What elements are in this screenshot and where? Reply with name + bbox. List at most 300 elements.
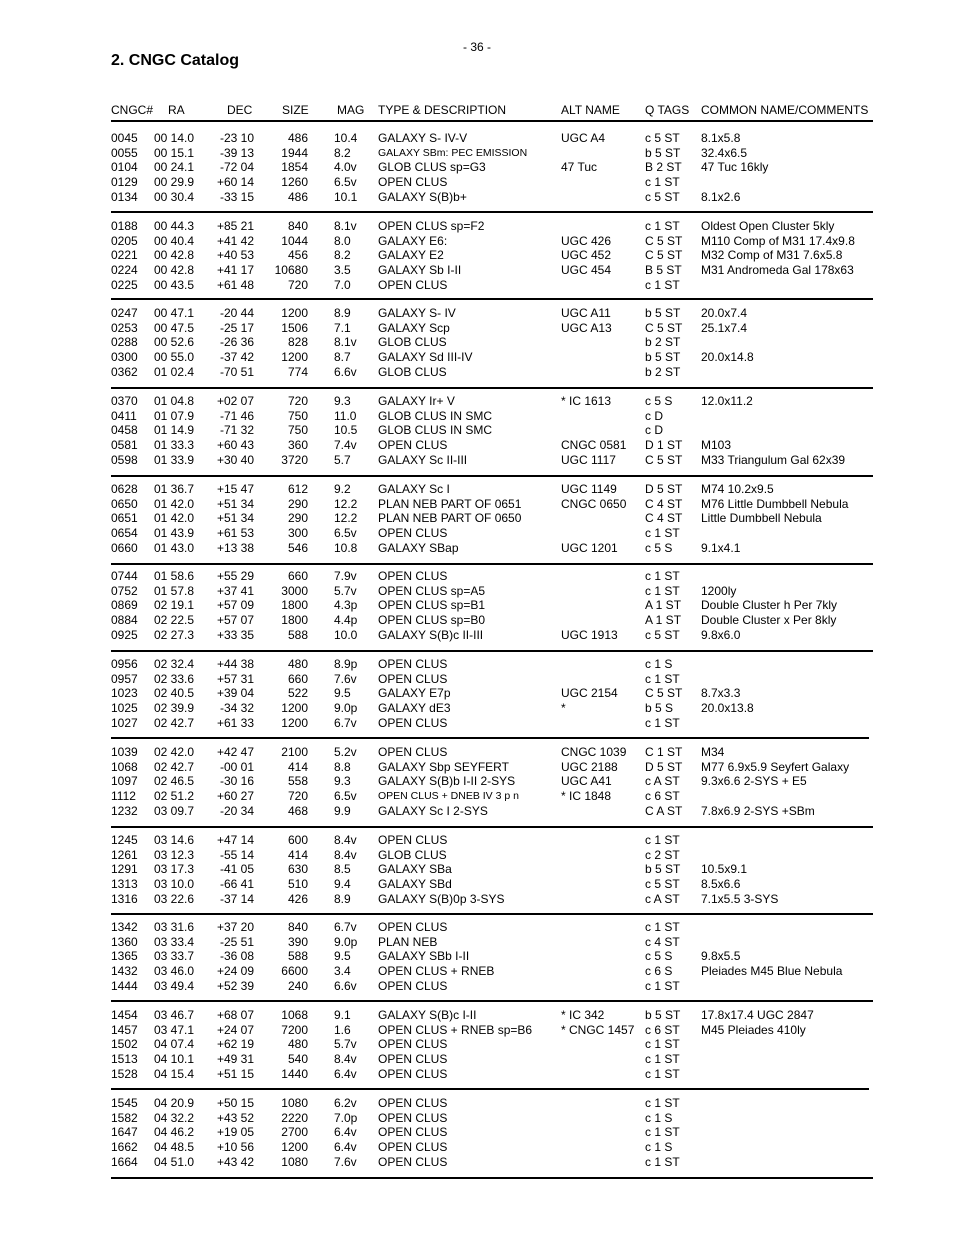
catalog-group [0,745,954,818]
cell-mag: 4.4p [334,613,358,628]
cell-size: 360 [287,438,308,453]
cell-comments: M45 Pleiades 410ly [701,1022,806,1037]
cell-cngc: 0224 [111,263,138,278]
catalog-group [0,833,954,906]
cell-ra: 04 10.1 [154,1052,195,1067]
cell-size: 1068 [281,1008,308,1022]
cell-size: 468 [287,803,308,818]
column-header-mag: MAG [337,103,365,117]
cell-mag: 8.9 [334,306,351,320]
cell-q-tags: c D [645,408,663,423]
table-row [0,1111,954,1126]
table-row [0,789,954,804]
cell-type: GLOB CLUS IN SMC [378,423,493,438]
cell-type: GLOB CLUS [378,364,447,379]
cell-type: OPEN CLUS [378,175,448,190]
cell-size: 1080 [281,1154,308,1169]
cell-dec: +52 39 [216,978,254,993]
cell-mag: 6.4v [334,1125,357,1140]
group-divider [111,913,873,915]
cell-cngc: 1513 [111,1052,138,1067]
catalog-group [0,482,954,555]
cell-size: 840 [287,920,308,934]
cell-cngc: 1502 [111,1037,138,1052]
column-header-ra: RA [168,103,185,117]
group-divider [111,737,869,739]
cell-q-tags: c D [645,423,663,438]
cell-alt-name: CNGC 1039 [561,745,627,759]
cell-dec: -37 14 [219,891,254,906]
cell-alt-name: 47 Tuc [561,160,598,175]
cell-mag: 9.3 [334,394,351,408]
cell-cngc: 1039 [111,745,138,759]
cell-mag: 8.1v [334,335,357,350]
cell-type: GLOB CLUS [378,335,447,350]
cell-q-tags: b 2 ST [645,335,681,350]
cell-size: 1260 [281,175,308,190]
table-row [0,672,954,687]
cell-cngc: 0411 [111,408,137,423]
column-header-type: TYPE & DESCRIPTION [378,103,507,117]
cell-ra: 01 33.3 [154,438,195,453]
cell-mag: 8.9 [334,891,351,906]
cell-comments: 7.8x6.9 2-SYS +SBm [701,803,815,818]
cell-dec: +37 20 [216,920,254,934]
cell-ra: 02 51.2 [154,789,195,804]
cell-cngc: 1545 [111,1096,138,1110]
cell-type: GALAXY S(B)c I-II [378,1008,477,1022]
cell-mag: 8.9p [334,657,358,671]
cell-comments: 10.5x9.1 [701,862,748,877]
table-row [0,760,954,775]
cell-cngc: 0370 [111,394,138,408]
cell-type: GALAXY S(B)b+ [378,189,467,204]
cell-ra: 01 36.7 [154,482,195,496]
table-row [0,584,954,599]
cell-dec: +60 27 [216,789,254,804]
cell-ra: 02 19.1 [154,598,195,613]
cell-size: 750 [287,408,308,423]
cell-cngc: 0650 [111,496,138,511]
cell-size: 1200 [281,715,308,730]
cell-cngc: 1444 [111,978,138,993]
cell-alt-name: CNGC 0581 [561,438,627,453]
table-row [0,306,954,321]
cell-type: OPEN CLUS [378,920,448,934]
cell-dec: +60 43 [216,438,254,453]
table-row [0,335,954,350]
cell-type: GALAXY Sbp SEYFERT [378,759,509,774]
cell-ra: 02 39.9 [154,701,195,716]
cell-type: OPEN CLUS + DNEB IV 3 p n [378,790,519,803]
cell-cngc: 0055 [111,145,138,160]
cell-q-tags: c 5 ST [645,131,680,145]
cell-q-tags: c 6 ST [645,789,680,804]
cell-type: OPEN CLUS [378,277,448,292]
cell-type: GALAXY Ir+ V [378,394,455,408]
cell-cngc: 1365 [111,949,138,964]
cell-mag: 8.0 [334,233,351,248]
cell-size: 720 [287,394,308,408]
cell-ra: 01 43.0 [154,540,195,555]
table-row [0,131,954,146]
cell-type: OPEN CLUS sp=B1 [378,598,486,613]
cell-cngc: 0598 [111,452,138,467]
cell-q-tags: b 5 ST [645,1008,681,1022]
column-header-comments: COMMON NAME/COMMENTS [701,103,869,117]
group-divider [111,1000,873,1002]
cell-mag: 4.0v [334,160,357,175]
cell-cngc: 1025 [111,701,138,716]
cell-cngc: 0129 [111,175,138,190]
cell-size: 660 [287,569,308,583]
cell-dec: +02 07 [216,394,254,408]
cell-type: GALAXY E2 [378,248,444,263]
cell-size: 1854 [281,160,308,175]
cell-type: OPEN CLUS + RNEB [378,964,495,979]
cell-alt-name: UGC 1201 [561,540,618,555]
cell-type: GLOB CLUS sp=G3 [378,160,486,175]
cell-ra: 00 43.5 [154,277,195,292]
cell-dec: +43 42 [216,1154,254,1169]
cell-alt-name: UGC 454 [561,263,612,278]
cell-dec: +40 53 [216,248,254,263]
cell-q-tags: C A ST [645,803,683,818]
cell-comments: Pleiades M45 Blue Nebula [701,964,843,979]
cell-cngc: 0045 [111,131,138,145]
cell-type: OPEN CLUS [378,1052,448,1067]
cell-dec: +39 04 [216,686,254,701]
cell-size: 10680 [274,263,308,278]
cell-mag: 6.5v [334,526,357,541]
cell-type: OPEN CLUS [378,1096,448,1110]
cell-alt-name: * [561,701,566,716]
table-row [0,160,954,175]
cell-dec: +41 42 [216,233,254,248]
cell-ra: 00 15.1 [154,145,195,160]
cell-comments: M31 Andromeda Gal 178x63 [701,263,854,278]
cell-alt-name: UGC 2188 [561,759,618,774]
cell-alt-name: UGC A11 [561,306,611,320]
cell-size: 1200 [281,1140,308,1155]
cell-size: 2100 [281,745,308,759]
cell-type: GALAXY S(B)c II-III [378,627,484,642]
cell-q-tags: D 5 ST [645,759,683,774]
cell-mag: 7.4v [334,438,357,453]
cell-cngc: 0744 [111,569,138,583]
cell-dec: -71 46 [219,408,254,423]
cell-q-tags: C 5 ST [645,686,683,701]
cell-ra: 00 14.0 [154,131,195,145]
cell-cngc: 1432 [111,964,138,979]
table-row [0,1140,954,1155]
cell-comments: 9.1x4.1 [701,540,741,555]
cell-type: OPEN CLUS sp=B0 [378,613,486,628]
cell-type: GLOB CLUS IN SMC [378,408,493,423]
cell-ra: 04 48.5 [154,1140,195,1155]
cell-q-tags: c 5 ST [645,627,680,642]
cell-type: GALAXY dE3 [378,701,451,716]
group-divider [111,1177,873,1179]
cell-mag: 7.6v [334,671,357,686]
cell-size: 414 [287,847,308,862]
cell-type: OPEN CLUS [378,671,448,686]
cell-comments: Oldest Open Cluster 5kly [701,219,835,233]
cell-alt-name: UGC 1913 [561,627,618,642]
cell-cngc: 0957 [111,671,138,686]
cell-dec: +50 15 [216,1096,254,1110]
cell-q-tags: b 2 ST [645,364,681,379]
cell-cngc: 0869 [111,598,138,613]
cell-cngc: 0253 [111,320,138,335]
table-row [0,862,954,877]
cell-q-tags: c 1 ST [645,833,680,847]
group-divider [111,1088,869,1090]
cell-size: 1440 [281,1066,308,1081]
cell-comments: 17.8x17.4 UGC 2847 [701,1008,814,1022]
cell-dec: -00 01 [219,759,254,774]
table-row [0,190,954,205]
catalog-group [0,920,954,993]
cell-dec: -25 17 [219,320,254,335]
cell-mag: 9.3 [334,774,351,789]
cell-size: 3720 [281,452,308,467]
table-row [0,1008,954,1023]
cell-mag: 6.5v [334,789,357,804]
catalog-group [0,569,954,642]
cell-mag: 8.5 [334,862,351,877]
cell-alt-name: UGC 1149 [561,482,617,496]
cell-comments: Double Cluster h Per 7kly [701,598,838,613]
cell-mag: 7.0p [334,1110,358,1125]
cell-size: 3000 [281,583,308,598]
cell-type: GALAXY Sb I-II [378,263,462,278]
cell-mag: 8.7 [334,350,351,365]
cell-type: OPEN CLUS [378,1125,448,1140]
cell-type: GALAXY S(B)0p 3-SYS [378,891,505,906]
cell-ra: 01 42.0 [154,496,195,511]
cell-ra: 03 47.1 [154,1022,195,1037]
cell-dec: -23 10 [219,131,254,145]
table-row [0,920,954,935]
cell-type: GALAXY E7p [378,686,451,701]
cell-dec: -25 51 [219,934,254,949]
cell-q-tags: D 1 ST [645,438,683,453]
cell-ra: 00 42.8 [154,263,195,278]
cell-size: 588 [287,949,308,964]
cell-type: GALAXY SBb I-II [378,949,470,964]
cell-ra: 02 33.6 [154,671,195,686]
cell-ra: 01 42.0 [154,511,195,526]
table-row [0,877,954,892]
cell-dec: +57 31 [216,671,254,686]
cell-q-tags: c 1 S [645,1110,673,1125]
cell-alt-name: * CNGC 1457 [561,1022,635,1037]
cell-dec: -72 04 [219,160,254,175]
catalog-group [0,1008,954,1081]
table-row [0,219,954,234]
cell-alt-name: * IC 342 [561,1008,605,1022]
page-number: - 36 - [462,40,491,54]
cell-size: 414 [287,759,308,774]
cell-mag: 9.5 [334,949,351,964]
cell-dec: +51 34 [216,496,254,511]
cell-type: GALAXY E6: [378,233,448,248]
cell-mag: 5.7v [334,583,357,598]
cell-size: 390 [287,934,308,949]
cell-cngc: 0654 [111,526,138,541]
cell-type: GALAXY Sc I 2-SYS [378,803,488,818]
cell-mag: 9.5 [334,686,351,701]
cell-q-tags: c 1 ST [645,219,680,233]
table-row [0,833,954,848]
cell-cngc: 0104 [111,160,138,175]
cell-cngc: 1528 [111,1066,138,1081]
cell-q-tags: D 5 ST [645,482,683,496]
cell-dec: -41 05 [219,862,254,877]
cell-mag: 6.5v [334,175,357,190]
cell-cngc: 0362 [111,364,138,379]
cell-dec: -55 14 [219,847,254,862]
cell-q-tags: c 1 S [645,1140,673,1155]
cell-ra: 00 24.1 [154,160,195,175]
cell-q-tags: c 1 ST [645,175,680,190]
cell-comments: 8.1x2.6 [701,189,741,204]
cell-q-tags: c 1 ST [645,671,680,686]
cell-mag: 4.3p [334,598,358,613]
cell-mag: 8.2 [334,145,351,160]
cell-comments: 9.3x6.6 2-SYS + E5 [701,774,807,789]
cell-cngc: 1662 [111,1140,138,1155]
cell-size: 600 [287,833,308,847]
table-row [0,569,954,584]
cell-cngc: 1360 [111,934,138,949]
cell-q-tags: C 4 ST [645,511,683,526]
cell-cngc: 0884 [111,613,138,628]
cell-cngc: 0660 [111,540,138,555]
cell-ra: 04 51.0 [154,1154,195,1169]
table-row [0,892,954,907]
group-divider [111,563,873,565]
cell-ra: 04 46.2 [154,1125,195,1140]
cell-q-tags: b 5 ST [645,306,681,320]
cell-size: 522 [287,686,308,701]
cell-ra: 00 52.6 [154,335,195,350]
cell-q-tags: c 5 S [645,949,673,964]
cell-dec: +60 14 [216,175,254,190]
cell-size: 720 [287,277,308,292]
cell-comments: 47 Tuc 16kly [701,160,769,175]
cell-size: 426 [287,891,308,906]
table-row [0,175,954,190]
cell-ra: 02 42.0 [154,745,195,759]
cell-mag: 7.0 [334,277,351,292]
table-row [0,701,954,716]
cell-type: OPEN CLUS sp=A5 [378,583,486,598]
cell-mag: 7.1 [334,320,351,335]
cell-cngc: 1023 [111,686,138,701]
cell-mag: 6.4v [334,1066,357,1081]
cell-q-tags: c 4 ST [645,934,680,949]
cell-size: 2700 [281,1125,308,1140]
cell-dec: -26 36 [219,335,254,350]
cell-alt-name: CNGC 0650 [561,496,627,511]
cell-ra: 00 47.1 [154,306,195,320]
cell-ra: 01 07.9 [154,408,195,423]
cell-cngc: 1342 [111,920,138,934]
cell-ra: 03 17.3 [154,862,195,877]
cell-ra: 03 49.4 [154,978,195,993]
cell-size: 660 [287,671,308,686]
cell-comments: M77 6.9x5.9 Seyfert Galaxy [701,759,850,774]
table-row [0,350,954,365]
cell-size: 540 [287,1052,308,1067]
cell-mag: 11.0 [334,408,357,423]
table-row [0,234,954,249]
table-row [0,321,954,336]
cell-size: 720 [287,789,308,804]
cell-ra: 01 43.9 [154,526,195,541]
column-header-alt-name: ALT NAME [561,103,620,117]
cell-size: 1044 [281,233,308,248]
cell-comments: 20.0x7.4 [701,306,748,320]
column-header-cngc: CNGC# [111,103,154,117]
cell-dec: +13 38 [216,540,254,555]
cell-q-tags: b 5 ST [645,145,681,160]
column-header-size: SIZE [282,103,309,117]
group-divider [111,387,873,389]
cell-q-tags: c 5 ST [645,877,680,892]
table-row [0,1155,954,1170]
cell-q-tags: b 5 ST [645,350,681,365]
cell-type: GALAXY S- IV [378,306,456,320]
cell-q-tags: c 1 ST [645,569,680,583]
cell-alt-name: UGC 2154 [561,686,618,701]
cell-q-tags: c 1 ST [645,1066,680,1081]
cell-size: 558 [287,774,308,789]
cell-comments: M33 Triangulum Gal 62x39 [701,452,846,467]
cell-type: GLOB CLUS [378,847,447,862]
cell-comments: 8.7x3.3 [701,686,741,701]
cell-type: OPEN CLUS [378,1066,448,1081]
cell-dec: +61 53 [216,526,254,541]
cell-comments: M32 Comp of M31 7.6x5.8 [701,248,843,263]
cell-ra: 00 29.9 [154,175,195,190]
cell-ra: 03 33.7 [154,949,195,964]
cell-q-tags: c 6 S [645,964,673,979]
catalog-group [0,306,954,379]
cell-comments: 32.4x6.5 [701,145,748,160]
cell-ra: 03 33.4 [154,934,195,949]
cell-cngc: 1664 [111,1154,138,1169]
cell-ra: 03 31.6 [154,920,195,934]
cell-mag: 1.6 [334,1022,351,1037]
cell-type: OPEN CLUS [378,745,448,759]
cell-cngc: 1068 [111,759,138,774]
cell-ra: 02 42.7 [154,715,195,730]
cell-mag: 10.1 [334,189,358,204]
cell-size: 588 [287,627,308,642]
cell-mag: 9.0p [334,934,358,949]
cell-cngc: 0247 [111,306,138,320]
cell-type: GALAXY S(B)b I-II 2-SYS [378,774,516,789]
table-row [0,745,954,760]
cell-q-tags: C 1 ST [645,745,683,759]
cell-mag: 6.2v [334,1096,357,1110]
cell-ra: 03 09.7 [154,803,195,818]
cell-ra: 02 32.4 [154,657,195,671]
cell-ra: 03 46.7 [154,1008,195,1022]
